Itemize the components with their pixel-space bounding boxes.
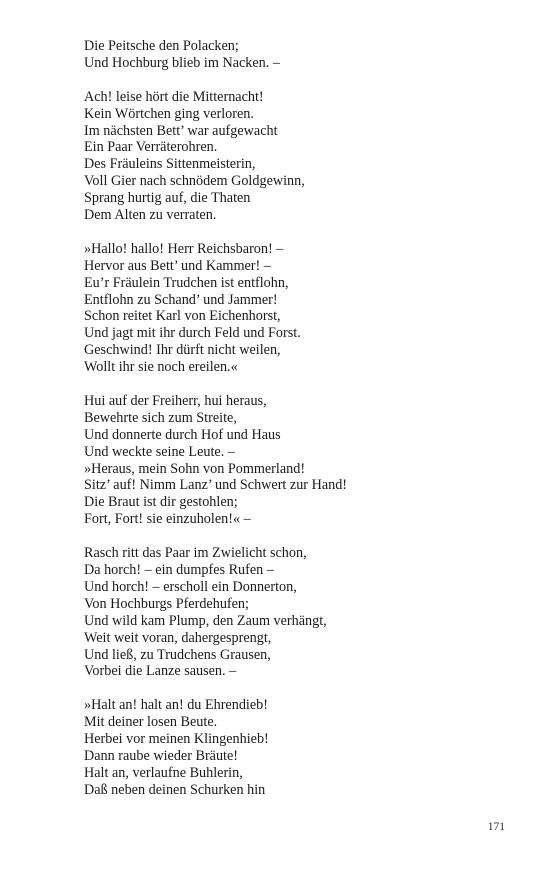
verse-line: Des Fräuleins Sittenmeisterin, (84, 156, 256, 173)
verse-line: Und weckte seine Leute. – (84, 443, 235, 460)
verse-line: Ein Paar Verräterohren. (84, 139, 218, 156)
verse-line: Sitz’ auf! Nimm Lanz’ und Schwert zur Hand! (84, 477, 348, 494)
verse-line: Kein Wörtchen ging verloren. (84, 105, 254, 122)
verse-line: Schon reitet Karl von Eichenhorst, (84, 308, 281, 325)
verse-line: Mit deiner losen Beute. (84, 714, 218, 731)
verse-line: »Hallo! hallo! Herr Reichsbaron! – (84, 240, 284, 257)
verse-line: Die Braut ist dir gestohlen; (84, 494, 238, 511)
verse-line: Eu’r Fräulein Trudchen ist entflohn, (84, 274, 289, 291)
verse-line: Dann raube wieder Bräute! (84, 747, 239, 764)
verse-line: Die Peitsche den Polacken; (84, 38, 239, 54)
verse-line: Im nächsten Bett’ war aufgewacht (84, 122, 278, 139)
stanza-5 (84, 545, 524, 680)
verse-line: Hui auf der Freiherr, hui heraus, (84, 393, 267, 410)
verse-line: Und Hochburg blieb im Nacken. – (84, 54, 280, 71)
verse-line: Und jagt mit ihr durch Feld und Forst. (84, 325, 301, 342)
poem-text (84, 38, 524, 816)
verse-line: Da horch! – ein dumpfes Rufen – (84, 562, 274, 579)
stanza-1 (84, 38, 524, 72)
verse-line: Halt an, verlaufne Buhlerin, (84, 764, 243, 781)
verse-line: Sprang hurtig auf, die Thaten (84, 190, 251, 207)
verse-line: »Halt an! halt an! du Ehrendieb! (84, 697, 268, 714)
verse-line: Vorbei die Lanze sausen. – (84, 663, 237, 680)
stanza-4 (84, 393, 524, 528)
verse-line: Ach! leise hört die Mitternacht! (84, 88, 264, 105)
verse-line: Daß neben deinen Schurken hin (84, 781, 266, 798)
verse-line: Entflohn zu Schand’ und Jammer! (84, 291, 278, 308)
verse-line: Dem Alten zu verraten. (84, 207, 217, 224)
verse-line: Und ließ, zu Trudchens Grausen, (84, 646, 271, 663)
verse-line: Herbei vor meinen Klingenhieb! (84, 731, 269, 748)
verse-line: Und horch! – erscholl ein Donnerton, (84, 578, 297, 595)
verse-line: Weit weit voran, dahergesprengt, (84, 629, 272, 646)
verse-line: Und wild kam Plump, den Zaum verhängt, (84, 612, 327, 629)
verse-line: Und donnerte durch Hof und Haus (84, 426, 281, 443)
stanza-3 (84, 241, 524, 376)
stanza-6 (84, 697, 524, 798)
verse-line: Rasch ritt das Paar im Zwielicht schon, (84, 545, 307, 562)
verse-line: Voll Gier nach schnödem Goldgewinn, (84, 173, 305, 190)
verse-line: Fort, Fort! sie einzuholen!« – (84, 511, 251, 528)
verse-line: Geschwind! Ihr dürft nicht weilen, (84, 342, 281, 359)
verse-line: »Heraus, mein Sohn von Pommerland! (84, 460, 306, 477)
verse-line: Von Hochburgs Pferdehufen; (84, 595, 249, 612)
verse-line: Wollt ihr sie noch ereilen.« (84, 359, 238, 376)
verse-line: Hervor aus Bett’ und Kammer! – (84, 257, 271, 274)
stanza-2 (84, 89, 524, 224)
page-number: 171 (487, 821, 505, 833)
verse-line: Bewehrte sich zum Streite, (84, 409, 237, 426)
